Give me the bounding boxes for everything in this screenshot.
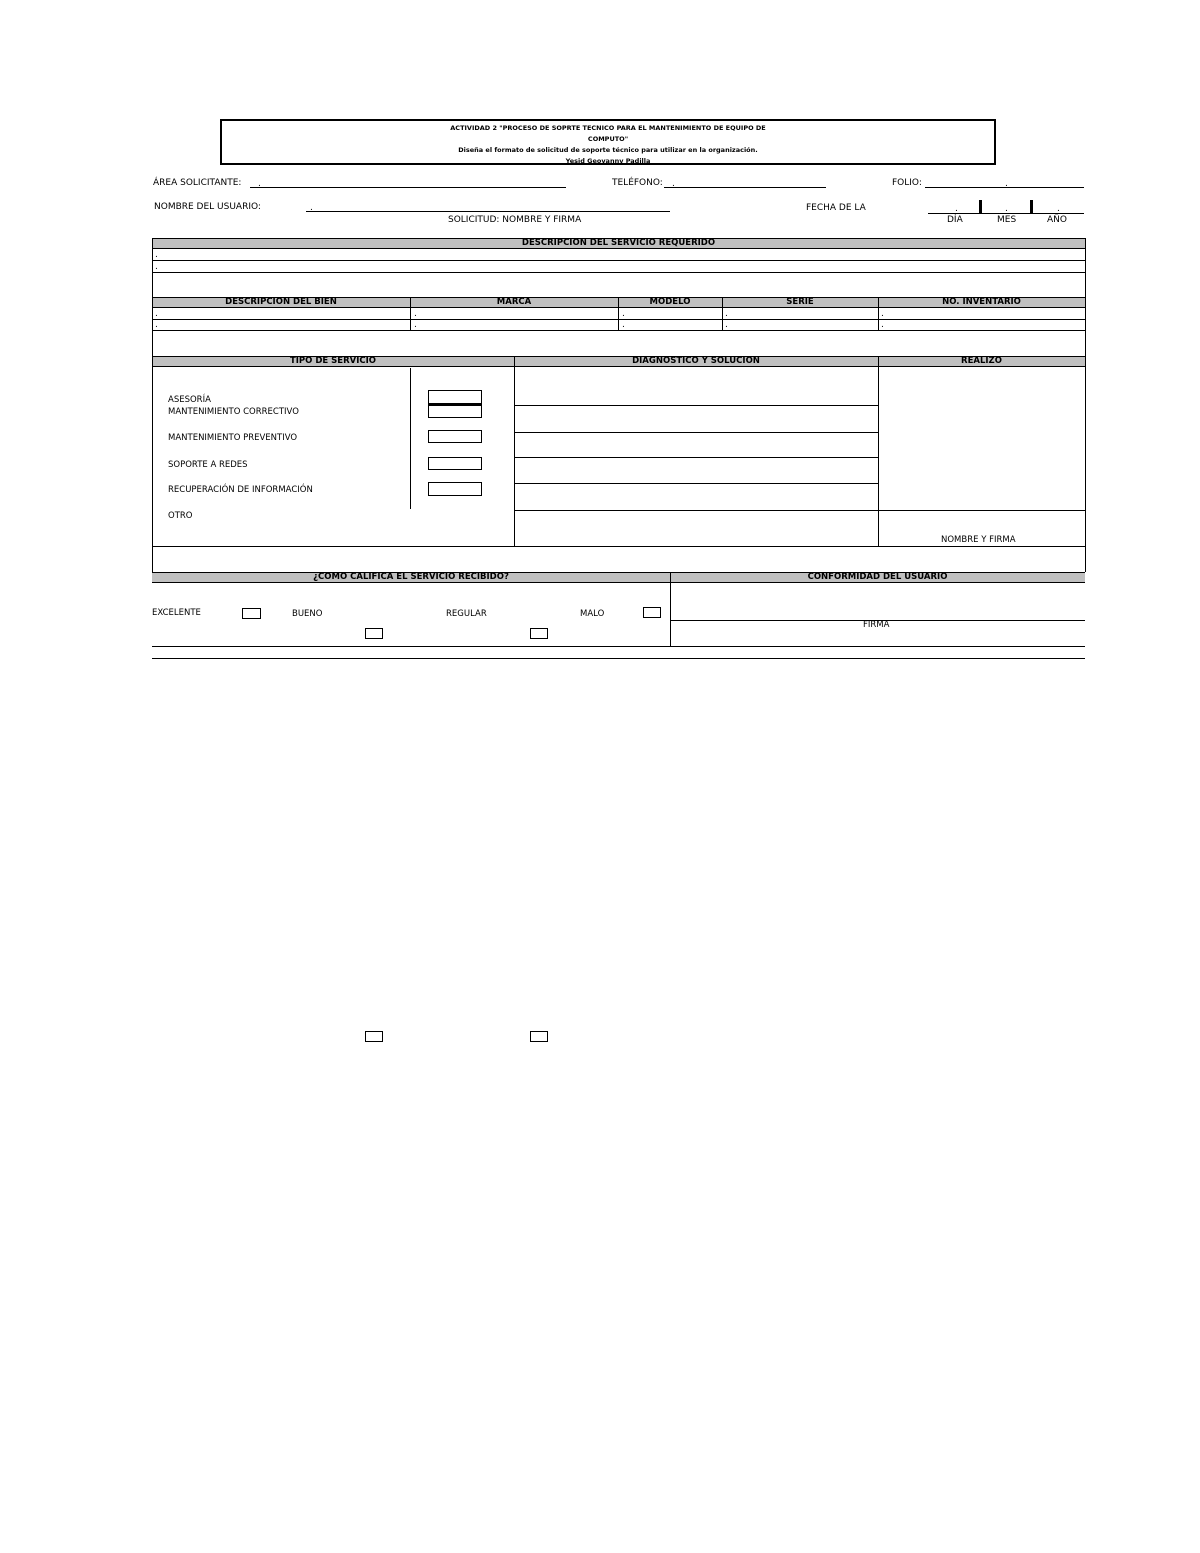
fecha-label: FECHA DE LA [806, 203, 866, 213]
bien-col-marca: MARCA [496, 297, 532, 307]
dia-label: DÍA [947, 215, 963, 225]
servicio-bottom-line [152, 546, 1085, 547]
tipo-redes: SOPORTE A REDES [168, 460, 248, 470]
conformidad-firma-label: FIRMA [863, 620, 890, 630]
opcion-bueno: BUENO [292, 609, 323, 619]
bien-col-inventario: NO. INVENTARIO [942, 297, 1021, 307]
diag-line-1[interactable] [514, 405, 878, 406]
checkbox-asesoria[interactable] [428, 390, 482, 406]
diag-line-4[interactable] [514, 483, 878, 484]
checkbox-correctivo[interactable] [428, 405, 482, 418]
area-label: ÁREA SOLICITANTE: [153, 178, 242, 188]
checkbox-redes[interactable] [428, 457, 482, 470]
stray-checkbox-2[interactable] [530, 1031, 548, 1042]
telefono-field[interactable] [664, 187, 826, 188]
bien-col-descripcion: DESCRIPCION DEL BIEN [225, 297, 337, 307]
solicitud-label: SOLICITUD: NOMBRE Y FIRMA [448, 215, 582, 225]
tipo-recuperacion: RECUPERACIÓN DE INFORMACIÓN [168, 485, 313, 495]
title-line-3: Diseña el formato de solicitud de soporte técnico para utilizar en la organización. [458, 146, 758, 154]
diagnostico-header: DIAGNOSTICO Y SOLUCION [632, 356, 760, 366]
calificacion-header: ¿COMO CALIFICA EL SERVICIO RECIBIDO? [313, 572, 509, 582]
opcion-malo: MALO [580, 609, 605, 619]
tipo-preventivo: MANTENIMIENTO PREVENTIVO [168, 433, 298, 443]
checkbox-recuperacion[interactable] [428, 482, 482, 496]
diag-line-2[interactable] [514, 432, 878, 433]
realizo-header: REALIZO [961, 356, 1002, 366]
opcion-regular: REGULAR [446, 609, 487, 619]
title-box [220, 119, 996, 165]
stray-checkbox-1[interactable] [365, 1031, 383, 1042]
bien-row-2[interactable] [152, 330, 1085, 331]
fecha-divider-2 [1030, 200, 1033, 213]
usuario-label: NOMBRE DEL USUARIO: [154, 202, 261, 212]
conformidad-header: CONFORMIDAD DEL USUARIO [807, 572, 948, 582]
opcion-excelente: EXCELENTE [152, 608, 201, 618]
descripcion-servicio-header: DESCRIPCION DEL SERVICIO REQUERIDO [521, 238, 716, 248]
tipo-servicio-header: TIPO DE SERVICIO [289, 356, 377, 366]
title-line-1: ACTIVIDAD 2 "PROCESO DE SOPRTE TECNICO PARA EL MANTENIMIENTO DE EQUIPO DE [450, 124, 766, 132]
checkbox-excelente[interactable] [242, 608, 261, 619]
tipo-correctivo: MANTENIMIENTO CORRECTIVO [168, 407, 299, 417]
folio-label: FOLIO: [892, 178, 922, 188]
diag-line-5[interactable] [514, 510, 1085, 511]
realizo-nombre-firma: NOMBRE Y FIRMA [941, 535, 1016, 545]
descripcion-line-2[interactable] [152, 272, 1085, 273]
checkbox-preventivo[interactable] [428, 430, 482, 443]
bien-row-1[interactable] [152, 319, 1085, 320]
bien-col-serie: SERIE [786, 297, 814, 307]
title-line-4: Yesid Geovanny Padilla [565, 157, 651, 165]
title-line-2: COMPUTO" [587, 135, 629, 143]
telefono-label: TELÉFONO: [612, 178, 663, 188]
tipo-otro: OTRO [168, 511, 193, 521]
descripcion-line-1[interactable] [152, 260, 1085, 261]
area-field[interactable] [250, 187, 566, 188]
checkbox-regular[interactable] [530, 628, 548, 639]
tipo-asesoria: ASESORÍA [168, 395, 211, 405]
checkbox-malo[interactable] [643, 607, 661, 618]
diag-line-3[interactable] [514, 457, 878, 458]
mes-label: MES [997, 215, 1017, 225]
fecha-divider-1 [979, 200, 982, 213]
usuario-field[interactable] [306, 211, 670, 212]
anio-label: AÑO [1047, 215, 1067, 225]
bien-col-modelo: MODELO [649, 297, 691, 307]
checkbox-bueno[interactable] [365, 628, 383, 639]
